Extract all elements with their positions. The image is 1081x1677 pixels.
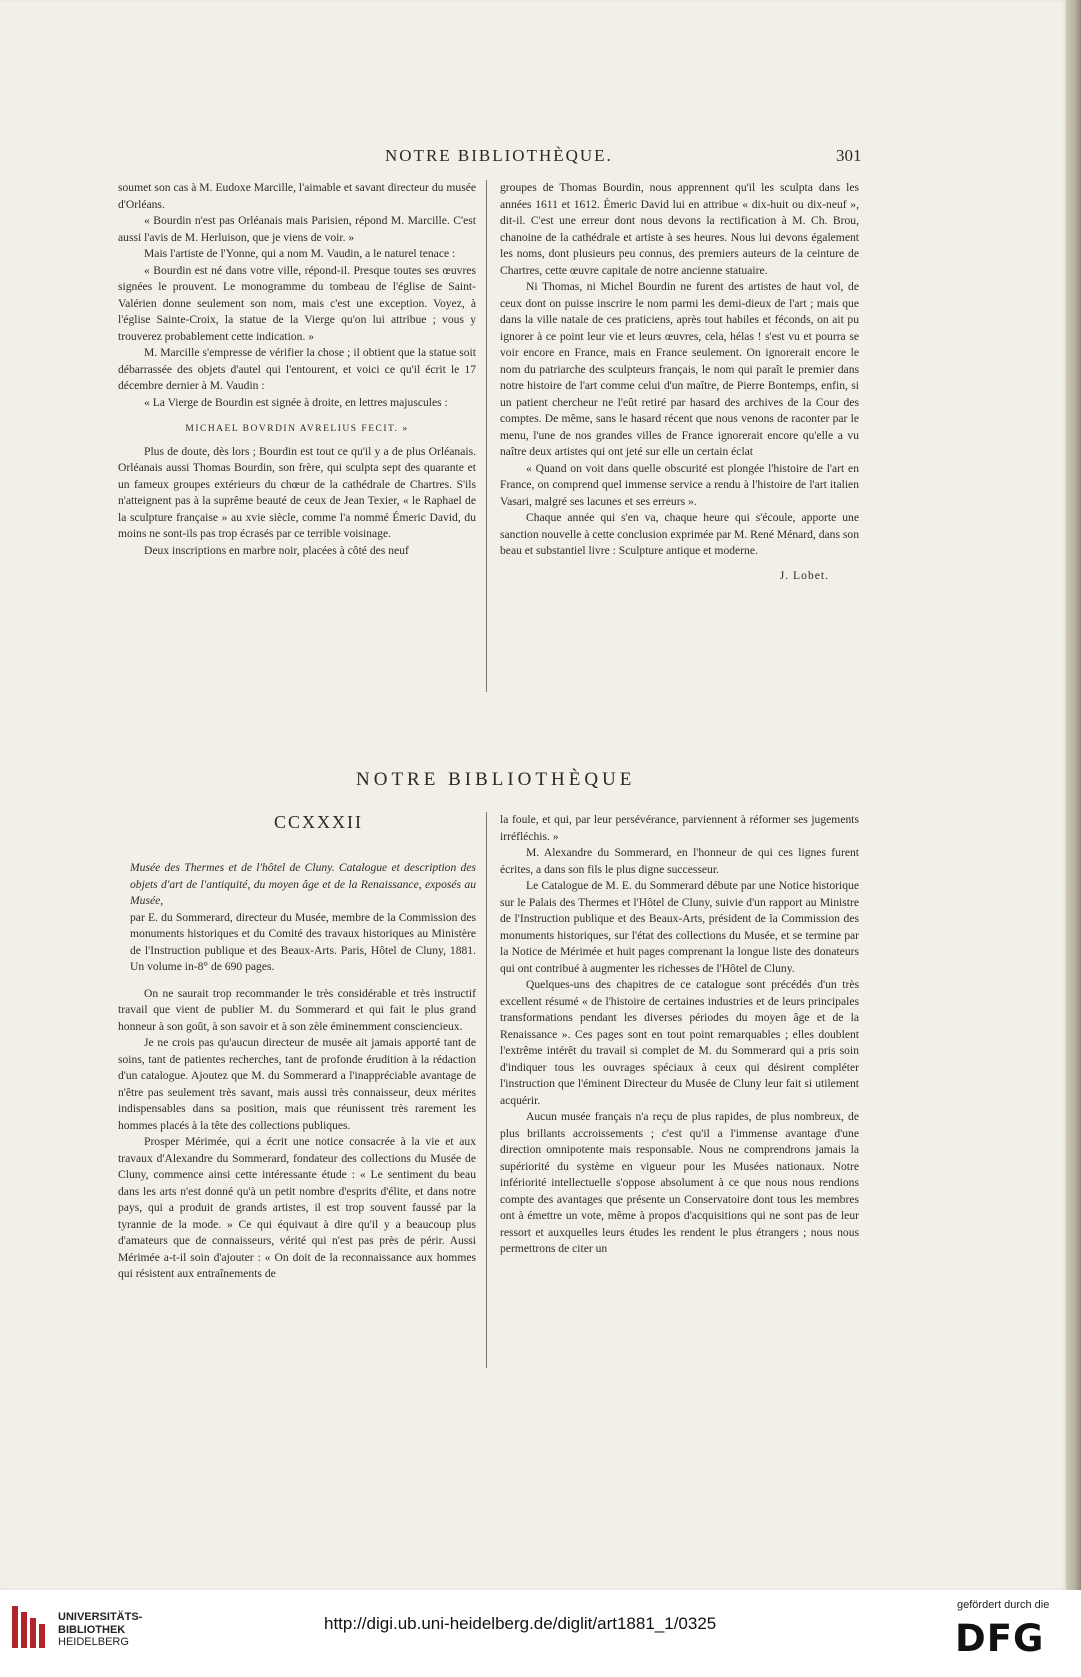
paragraph: « Quand on voit dans quelle obscurité est plongée l'histoire de l'art en France, on comprend quel immense service a rendu à l'histoire de l'art italien Vasari, malgré ses lacunes et ses erreurs ».	[500, 461, 859, 508]
paragraph: M. Alexandre du Sommerard, en l'honneur de qui ces lignes furent écrites, a dans son fils le plus digne successeur.	[500, 846, 859, 876]
paragraph: Je ne crois pas qu'aucun directeur de musée ait jamais apporté tant de soins, tant de patientes recherches, tant de profonde érudition à la rédaction d'un catalogue. Ajoutez que M. du Sommerard a l'inappréciable avantage de n'être pas seulement très savant, mais aussi très connaisseur, deux mérites indispensables dans sa position, mais que réunissent très rarement les hommes placés à la tête des collections publiques.	[118, 1036, 476, 1132]
paragraph: Plus de doute, dès lors ; Bourdin est tout ce qu'il y a de plus Orléanais. Orléanais aussi Thomas Bourdin, son frère, qui sculpta sept des quarante et un fameux groupes extérieurs du chœur de la cathédrale de Chartres. S'ils n'atteignent pas à la suprême beauté de ceux de Jean Texier, « le Raphael de la sculpture française » au xvie siècle, comme l'a nommé Émeric David, du moins ne sont-ils pas trop écrasés par ce terrible voisinage.	[118, 444, 476, 540]
top-left-column	[118, 180, 476, 559]
library-line: UNIVERSITÄTS-	[58, 1611, 143, 1623]
permalink-url[interactable]: http://digi.ub.uni-heidelberg.de/diglit/art1881_1/0325	[324, 1614, 717, 1633]
paragraph: « Bourdin est né dans votre ville, répond-il. Presque toutes ses œuvres signées le prouvent. Le monogramme du tombeau de l'église de Saint-Valérien donne seulement son nom, mais c'est une exception. Voyez, à l'église Sainte-Croix, la statue de la Vierge qu'on lui attribue ; vous y trouverez probablement cette indication. »	[118, 263, 476, 343]
section-title: NOTRE BIBLIOTHÈQUE	[356, 769, 636, 790]
university-library-name	[58, 1611, 142, 1649]
inscription-quote: MICHAEL BOVRDIN AVRELIUS FECIT. »	[185, 424, 409, 434]
dfg-logo: DFG	[955, 1617, 1045, 1660]
paragraph: « La Vierge de Bourdin est signée à droite, en lettres majuscules :	[144, 395, 448, 409]
bottom-left-column	[118, 860, 476, 1283]
university-library-logo-icon	[10, 1604, 50, 1654]
sponsor-label: gefördert durch die	[957, 1599, 1050, 1611]
page-number: 301	[836, 146, 862, 165]
paragraph: Deux inscriptions en marbre noir, placées à côté des neuf	[144, 543, 409, 557]
bottom-right-column	[500, 812, 859, 1258]
library-line: HEIDELBERG	[58, 1636, 129, 1648]
paragraph: Chaque année qui s'en va, chaque heure qui s'écoule, apporte une sanction nouvelle à cette conclusion exprimée par M. René Ménard, dans son beau et substantiel livre : Sculpture antique et moderne.	[500, 511, 859, 557]
paragraph: la foule, et qui, par leur persévérance, parviennent à réformer ses jugements irréfléchis. »	[500, 813, 859, 843]
library-line: BIBLIOTHEK	[58, 1623, 126, 1636]
column-divider-bottom	[486, 812, 487, 1368]
column-divider-top	[486, 180, 487, 692]
paragraph: Le Catalogue de M. E. du Sommerard débute par une Notice historique sur le Palais des Thermes et l'Hôtel de Cluny, suivie d'un rapport au Ministre de l'Instruction publique et des Beaux-Arts, président de la Commission des monuments historiques, sur l'état des collections du Musée, et se termine par la Notice de Mérimée et huit pages comprenant la longue liste des donateurs qui ont contribué à augmenter les richesses de l'Hôtel de Cluny.	[500, 879, 859, 975]
bibliographic-details: par E. du Sommerard, directeur du Musée, membre de la Commission des monuments historiques et du Comité des travaux historiques au Ministère de l'Instruction publique et des Beaux-Arts. Paris, Hôtel de Cluny, 1881. Un volume in-8° de 690 pages.	[130, 910, 476, 973]
paragraph: Prosper Mérimée, qui a écrit une notice consacrée à la vie et aux travaux d'Alexandre du Sommerard, fondateur des collections du Musée de Cluny, commence ainsi cette intéressante étude : « Le sentiment du beau dans les arts n'est donné qu'à un petit nombre d'esprits d'élite, et dans notre pays, qui a produit de grands artistes, il est trop souvent faussé par la tyrannie de la mode. » Ce qui équivaut à dire qu'il y a beaucoup plus d'amateurs que de connaisseurs, vérité qui n'est pas près de périr. Aussi Mérimée a-t-il soin d'ajouter : « On doit de la reconnaissance aux hommes qui résistent aux entraînements de	[118, 1135, 476, 1280]
paragraph: Aucun musée français n'a reçu de plus rapides, de plus nombreux, de plus brillants accroissements ; c'est qu'il a l'immense avantage d'une direction omnipotente mais responsable. Nous ne comprendrons jamais la supériorité du système en vigueur pour les Musées nationaux. Notre infériorité intellectuelle s'oppose absolument à ce que nous nous rendions compte des avantages que présente un Conservatoire dont tous les membres ont à émettre un vote, même à propos d'acquisitions qui ne sont pas de leur ressort et auxquelles leurs études les rendent le plus étrangers ; nous nous permettrons de citer un	[500, 1110, 859, 1255]
author-signature: J. Lobet.	[779, 568, 829, 582]
page-edge-shadow	[1066, 0, 1081, 1590]
paragraph: Ni Thomas, ni Michel Bourdin ne furent des artistes de haut vol, de ceux dont on puisse inscrire le nom parmi les demi-dieux de l'art ; mais que dans la ville natale de ces praticiens, après tout habiles et féconds, on ait pu ignorer à ce point leur vie et leurs œuvres, cela, hélas ! s'est vu et pourra se voir encore en France, mais en France seulement. On ignorerait encore le nom du patriarche des sculpteurs français, le nom qui paraît le premier dans notre histoire de l'art comme celui d'un maître, de Pierre Bontemps, enfin, si un patient chercheur ne l'eût retiré par hasard des archives de la Cour des comptes. De même, sans le hasard récent que nous venons de raconter par le menu, l'une de nos grandes villes de France ignorerait encore qu'elle a vu naître deux artistes qui ont jeté sur elle un certain éclat	[500, 280, 859, 458]
top-right-column	[500, 180, 859, 584]
paragraph: groupes de Thomas Bourdin, nous apprennent qu'il les sculpta dans les années 1611 et 1612. Émeric David lui en attribue « dix-huit ou dix-neuf », dit-il. C'est une erreur dont nous devons la rectification à M. Ch. Brou, chanoine de la cathédrale et artiste à ses heures. Nous lui devons également les noms, dont plusieurs peu connus, des premiers auteurs de la ceinture de Chartres, cette œuvre capitale de notre ancienne statuaire.	[500, 181, 859, 277]
paragraph: Quelques-uns des chapitres de ce catalogue sont précédés d'un très excellent résumé « de l'histoire de certaines industries et de leurs principales transformations pendant les diverses périodes du moyen âge et de la Renaissance ». Ces pages sont en tout point remarquables ; elles doublent l'extrême intérêt du travail si complet de M. du Sommerard qui a pris soin d'indiquer tous les ouvrages spéciaux à ceux qui désirent compléter l'instruction que l'éminent Directeur du Musée de Cluny leur fait si utilement acquérir.	[500, 978, 859, 1107]
paragraph: M. Marcille s'empresse de vérifier la chose ; il obtient que la statue soit débarrassée des objets d'autel qui l'entourent, et voici ce qu'il écrit le 17 décembre dernier à M. Vaudin :	[118, 346, 476, 392]
paragraph: « Bourdin n'est pas Orléanais mais Parisien, répond M. Marcille. C'est aussi l'avis de M. Herluison, que je viens de voir. »	[118, 214, 476, 244]
bibliographic-title: Musée des Thermes et de l'hôtel de Cluny. Catalogue et description des objets d'art de l'antiquité, du moyen âge et de la Renaissance, exposés au Musée,	[130, 861, 476, 907]
paragraph: Mais l'artiste de l'Yonne, qui a nom M. Vaudin, a le naturel tenace :	[144, 247, 456, 260]
article-number: CCXXXII	[274, 812, 363, 832]
paragraph: On ne saurait trop recommander le très considérable et très instructif travail que vient de publier M. du Sommerard et qui fait le plus grand honneur à son goût, à son savoir et à son zèle éminemment consciencieux.	[118, 986, 476, 1033]
paragraph: soumet son cas à M. Eudoxe Marcille, l'aimable et savant directeur du musée d'Orléans.	[118, 181, 476, 211]
running-head: NOTRE BIBLIOTHÈQUE.	[385, 146, 613, 165]
